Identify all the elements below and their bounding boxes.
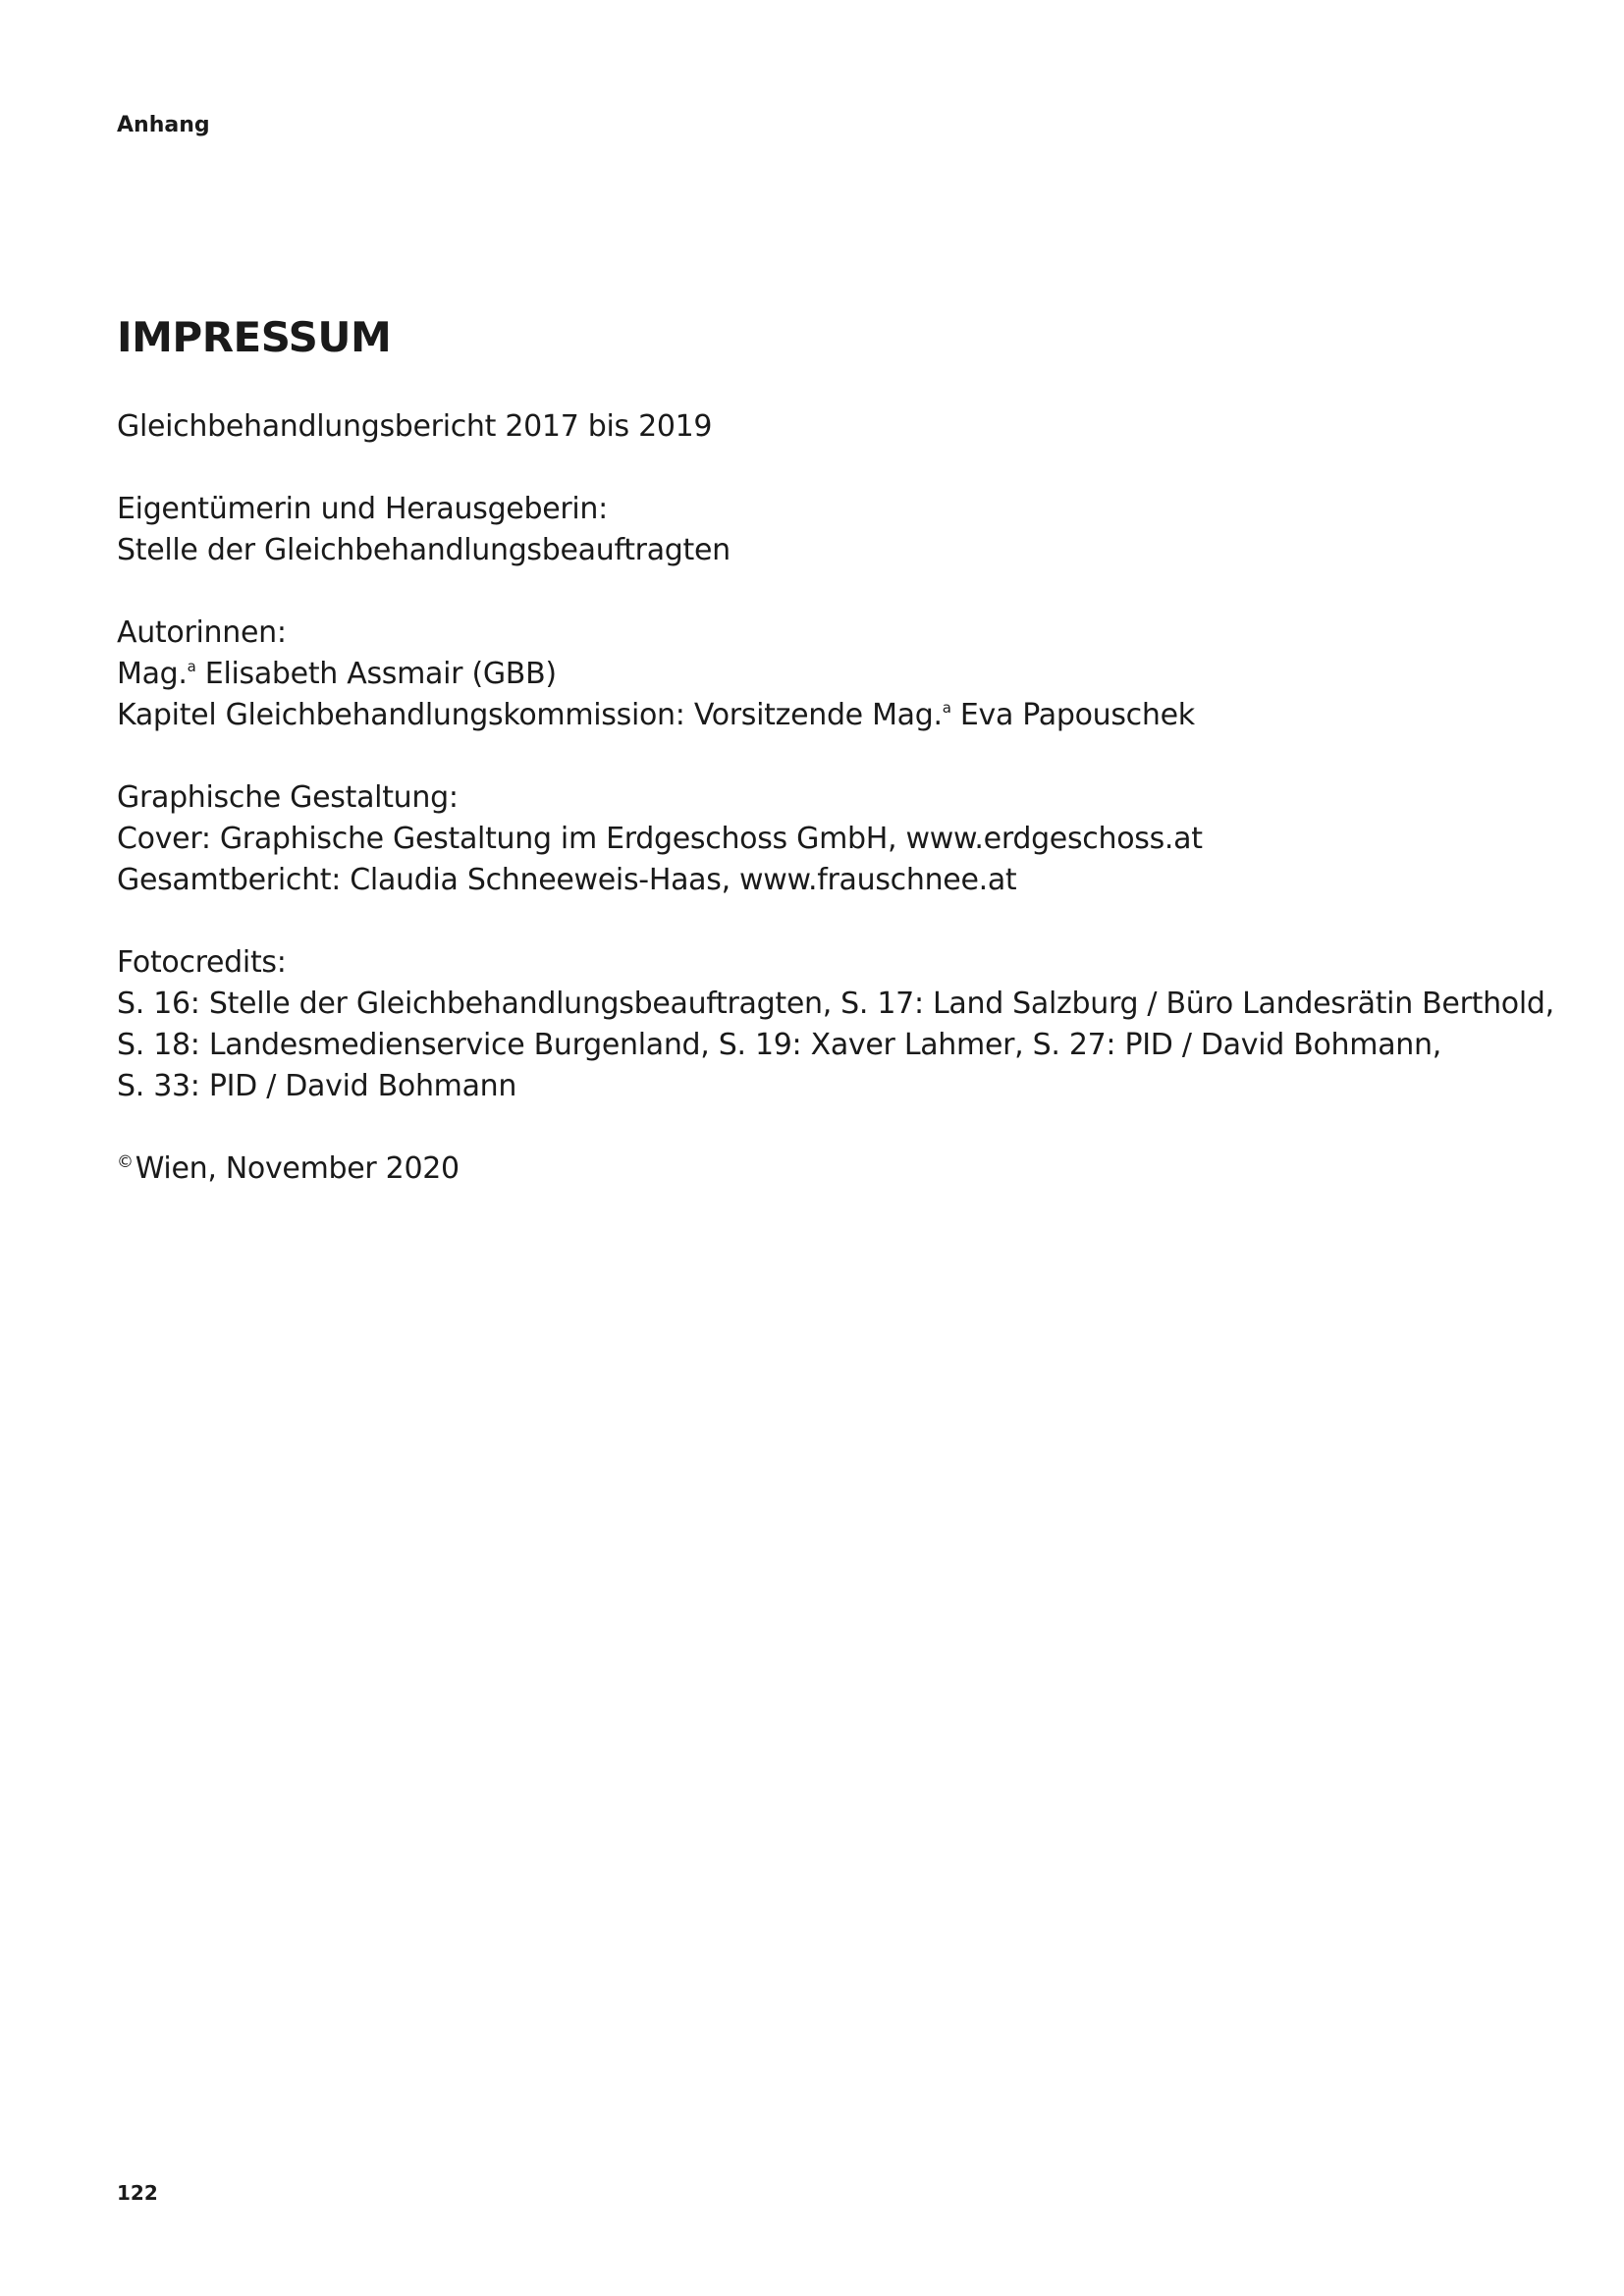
- owner-label: Eigentümerin und Herausgeberin:: [117, 492, 608, 526]
- author-1-prefix: Mag.: [117, 657, 188, 691]
- report-title: [117, 406, 712, 448]
- copyright-icon: ©: [117, 1152, 134, 1172]
- running-header: Anhang: [117, 113, 210, 137]
- design-report: Gesamtbericht: Claudia Schneeweis-Haas, www.frauschnee.at: [117, 863, 1017, 897]
- copyright-text-wrap: [117, 1148, 460, 1190]
- author-1-superscript: a: [187, 658, 196, 675]
- design-label: Graphische Gestaltung:: [117, 780, 459, 815]
- author-2-superscript: a: [942, 699, 951, 717]
- authors-label: Autorinnen:: [117, 615, 287, 650]
- photo-credits-block: [117, 942, 1554, 1107]
- report-title-text: Gleichbehandlungsbericht 2017 bis 2019: [117, 409, 713, 444]
- author-line-2: [117, 695, 1195, 736]
- design-cover: Cover: Graphische Gestaltung im Erdgeschoss GmbH, www.erdgeschoss.at: [117, 822, 1203, 856]
- photo-credits-line-3: S. 33: PID / David Bohmann: [117, 1069, 517, 1103]
- author-line-1: [117, 654, 1195, 695]
- copyright-text: Wien, November 2020: [135, 1151, 460, 1186]
- page-number: 122: [117, 2181, 158, 2205]
- page-title: IMPRESSUM: [117, 313, 392, 361]
- photo-credits-label: Fotocredits:: [117, 945, 287, 980]
- design-block: [117, 777, 1203, 901]
- photo-credits-line-1: S. 16: Stelle der Gleichbehandlungsbeauftragten, S. 17: Land Salzburg / Büro Landesrätin Berthold,: [117, 987, 1554, 1021]
- owner-value: Stelle der Gleichbehandlungsbeauftragten: [117, 533, 731, 567]
- author-2-prefix: Kapitel Gleichbehandlungskommission: Vorsitzende Mag.: [117, 698, 943, 732]
- authors-block: [117, 613, 1195, 736]
- photo-credits-line-2: S. 18: Landesmedienservice Burgenland, S. 19: Xaver Lahmer, S. 27: PID / David Bohmann,: [117, 1028, 1441, 1062]
- author-1-name: Elisabeth Assmair (GBB): [195, 657, 557, 691]
- author-2-name: Eva Papouschek: [950, 698, 1195, 732]
- copyright-line: [117, 1148, 460, 1190]
- owner-block: [117, 489, 731, 571]
